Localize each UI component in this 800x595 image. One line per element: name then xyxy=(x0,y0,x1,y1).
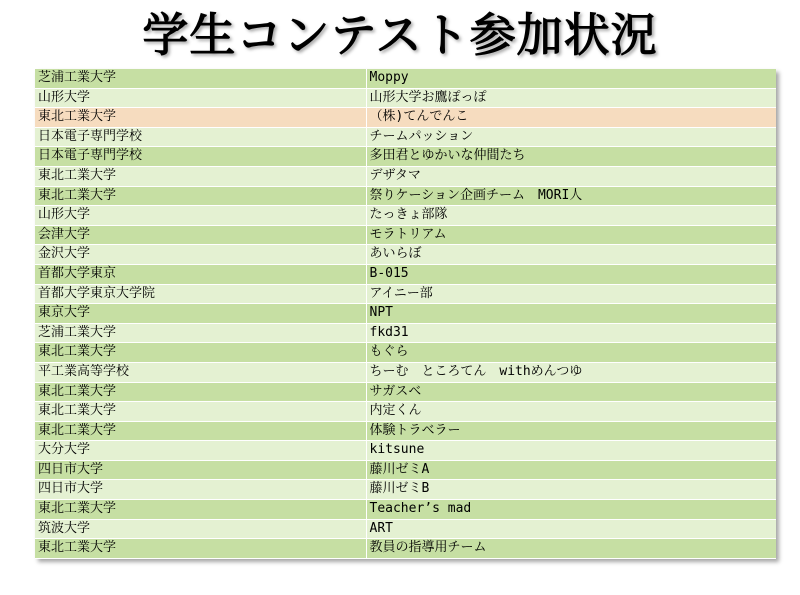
school-cell: 東北工業大学 xyxy=(35,402,366,422)
school-cell: 東北工業大学 xyxy=(35,421,366,441)
school-cell: 東北工業大学 xyxy=(35,539,366,559)
table-row xyxy=(35,382,776,402)
school-cell: 東北工業大学 xyxy=(35,186,366,206)
team-cell: 内定くん xyxy=(366,402,776,422)
team-cell: ちーむ ところてん withめんつゆ xyxy=(366,362,776,382)
school-cell: 金沢大学 xyxy=(35,245,366,265)
team-cell: サガスベ xyxy=(366,382,776,402)
school-cell: 東京大学 xyxy=(35,304,366,324)
table-row xyxy=(35,245,776,265)
team-cell: NPT xyxy=(366,304,776,324)
table-row xyxy=(35,284,776,304)
team-cell: あいらぼ xyxy=(366,245,776,265)
table-row xyxy=(35,225,776,245)
school-cell: 首都大学東京 xyxy=(35,264,366,284)
table-row xyxy=(35,402,776,422)
team-cell: たっきょ部隊 xyxy=(366,206,776,226)
school-cell: 東北工業大学 xyxy=(35,382,366,402)
school-cell: 筑波大学 xyxy=(35,519,366,539)
school-cell: 芝浦工業大学 xyxy=(35,69,366,88)
school-cell: 芝浦工業大学 xyxy=(35,323,366,343)
school-cell: 日本電子専門学校 xyxy=(35,127,366,147)
participants-table-body xyxy=(35,69,776,558)
team-cell: （株)てんでんこ xyxy=(366,108,776,128)
table-row xyxy=(35,362,776,382)
team-cell: B-015 xyxy=(366,264,776,284)
school-cell: 東北工業大学 xyxy=(35,166,366,186)
table-row xyxy=(35,186,776,206)
team-cell: 山形大学お鷹ぽっぽ xyxy=(366,88,776,108)
school-cell: 山形大学 xyxy=(35,88,366,108)
school-cell: 日本電子専門学校 xyxy=(35,147,366,167)
team-cell: ART xyxy=(366,519,776,539)
participants-table-container xyxy=(35,69,776,559)
table-row xyxy=(35,88,776,108)
team-cell: チームパッション xyxy=(366,127,776,147)
table-row xyxy=(35,166,776,186)
team-cell: Moppy xyxy=(366,69,776,88)
table-row xyxy=(35,441,776,461)
team-cell: 藤川ゼミA xyxy=(366,460,776,480)
table-row xyxy=(35,323,776,343)
team-cell: モラトリアム xyxy=(366,225,776,245)
table-row xyxy=(35,206,776,226)
team-cell: fkd31 xyxy=(366,323,776,343)
team-cell: デザタマ xyxy=(366,166,776,186)
table-row xyxy=(35,69,776,88)
school-cell: 東北工業大学 xyxy=(35,343,366,363)
table-row xyxy=(35,264,776,284)
school-cell: 四日市大学 xyxy=(35,460,366,480)
school-cell: 山形大学 xyxy=(35,206,366,226)
school-cell: 大分大学 xyxy=(35,441,366,461)
table-row xyxy=(35,539,776,559)
team-cell: 多田君とゆかいな仲間たち xyxy=(366,147,776,167)
school-cell: 東北工業大学 xyxy=(35,108,366,128)
table-row xyxy=(35,421,776,441)
table-row xyxy=(35,147,776,167)
table-row xyxy=(35,304,776,324)
table-row xyxy=(35,519,776,539)
team-cell: 祭りケーション企画チーム MORI人 xyxy=(366,186,776,206)
team-cell: もぐら xyxy=(366,343,776,363)
table-row xyxy=(35,127,776,147)
school-cell: 平工業高等学校 xyxy=(35,362,366,382)
table-row xyxy=(35,343,776,363)
table-row xyxy=(35,460,776,480)
team-cell: Teacher’s mad xyxy=(366,500,776,520)
team-cell: アイニー部 xyxy=(366,284,776,304)
table-row xyxy=(35,500,776,520)
team-cell: 教員の指導用チーム xyxy=(366,539,776,559)
school-cell: 四日市大学 xyxy=(35,480,366,500)
school-cell: 会津大学 xyxy=(35,225,366,245)
team-cell: 藤川ゼミB xyxy=(366,480,776,500)
slide-title: 学生コンテスト参加状況 xyxy=(142,8,658,62)
team-cell: 体験トラベラー xyxy=(366,421,776,441)
school-cell: 東北工業大学 xyxy=(35,500,366,520)
table-row xyxy=(35,108,776,128)
team-cell: kitsune xyxy=(366,441,776,461)
school-cell: 首都大学東京大学院 xyxy=(35,284,366,304)
participants-table xyxy=(35,69,776,559)
table-row xyxy=(35,480,776,500)
